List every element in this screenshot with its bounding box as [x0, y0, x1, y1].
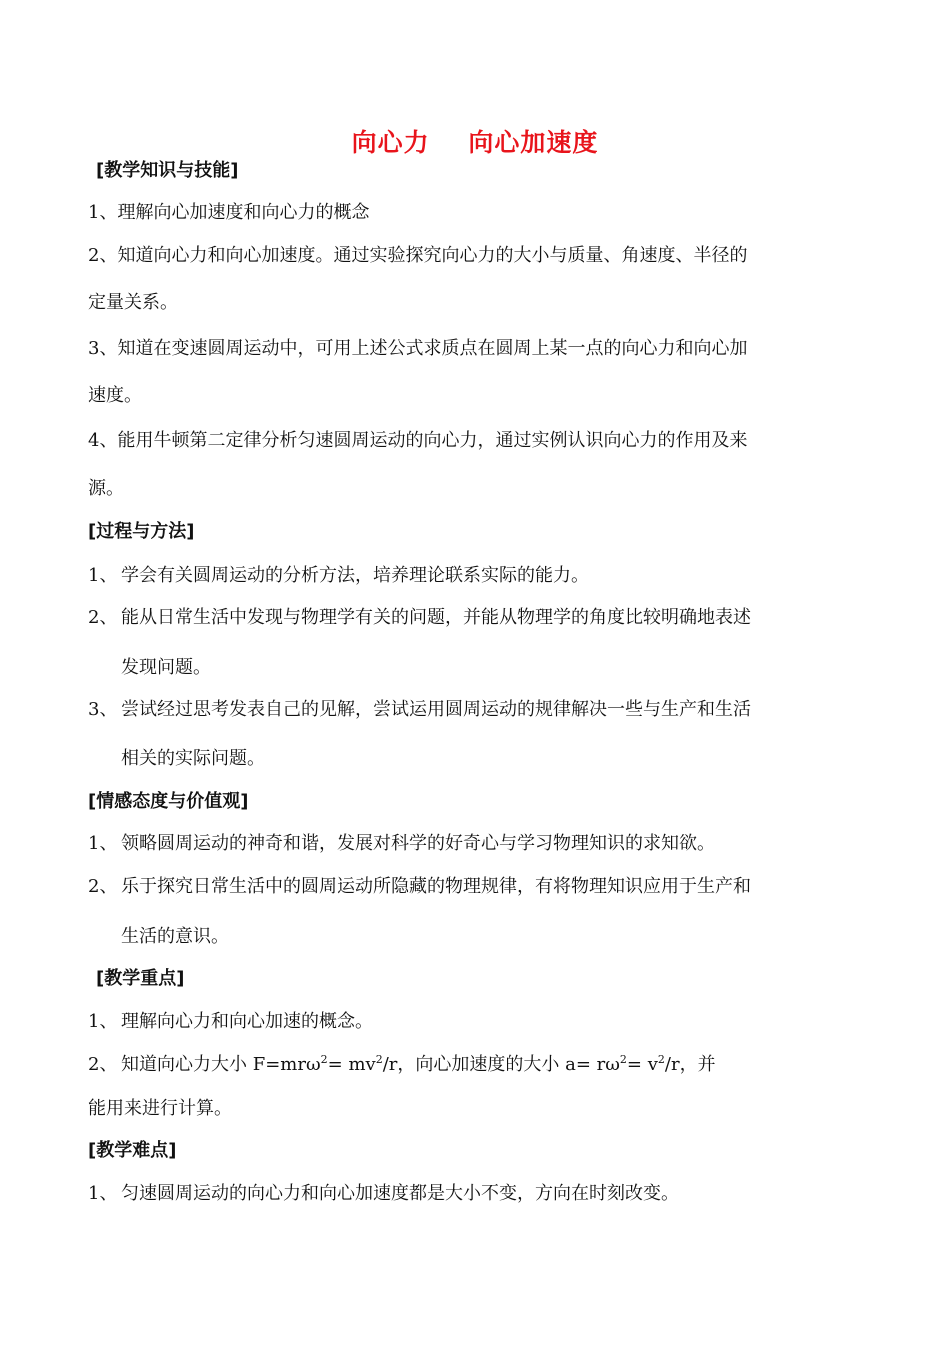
list-item-continuation: 生活的意识。 [121, 926, 229, 947]
list-item-formula: 2、 知道向心力大小 $F=mr\omega^2= mv^2/r$，向心加速度的大小 $a= r\omega^2= v^2/r$，并 [88, 1053, 716, 1075]
list-item: 4、能用牛顿第二定律分析匀速圆周运动的向心力，通过实例认识向心力的作用及来 [88, 430, 748, 451]
list-item: 3、知道在变速圆周运动中，可用上述公式求质点在圆周上某一点的向心力和向心加 [88, 338, 748, 359]
list-item: 2、 能从日常生活中发现与物理学有关的问题，并能从物理学的角度比较明确地表述 [88, 607, 751, 628]
list-item-continuation: 源。 [88, 478, 124, 499]
section-heading-key-points: [教学重点] [96, 968, 185, 989]
page-title: 向心力 向心加速度 [351, 128, 599, 157]
list-item: 2、 乐于探究日常生活中的圆周运动所隐藏的物理规律，有将物理知识应用于生产和 [88, 876, 751, 897]
list-item: 3、 尝试经过思考发表自己的见解，尝试运用圆周运动的规律解决一些与生产和生活 [88, 699, 751, 720]
list-item-continuation: 发现问题。 [121, 657, 211, 678]
list-item: 2、知道向心力和向心加速度。通过实验探究向心力的大小与质量、角速度、半径的 [88, 245, 748, 266]
list-item-continuation: 能用来进行计算。 [88, 1098, 232, 1119]
list-item: 1、 领略圆周运动的神奇和谐，发展对科学的好奇心与学习物理知识的求知欲。 [88, 833, 715, 854]
list-item-continuation: 速度。 [88, 385, 142, 406]
list-item: 1、 匀速圆周运动的向心力和向心加速度都是大小不变，方向在时刻改变。 [88, 1183, 679, 1204]
list-item-continuation: 定量关系。 [88, 292, 178, 313]
list-item: 1、理解向心加速度和向心力的概念 [88, 202, 370, 223]
list-item: 1、 学会有关圆周运动的分析方法，培养理论联系实际的能力。 [88, 565, 589, 586]
section-heading-difficulties: [教学难点] [88, 1140, 177, 1161]
list-item: 1、 理解向心力和向心加速的概念。 [88, 1011, 373, 1032]
section-heading-process: [过程与方法] [88, 521, 195, 542]
section-heading-values: [情感态度与价值观] [88, 791, 249, 812]
list-item-continuation: 相关的实际问题。 [121, 748, 265, 769]
section-heading-knowledge: [教学知识与技能] [96, 160, 239, 181]
